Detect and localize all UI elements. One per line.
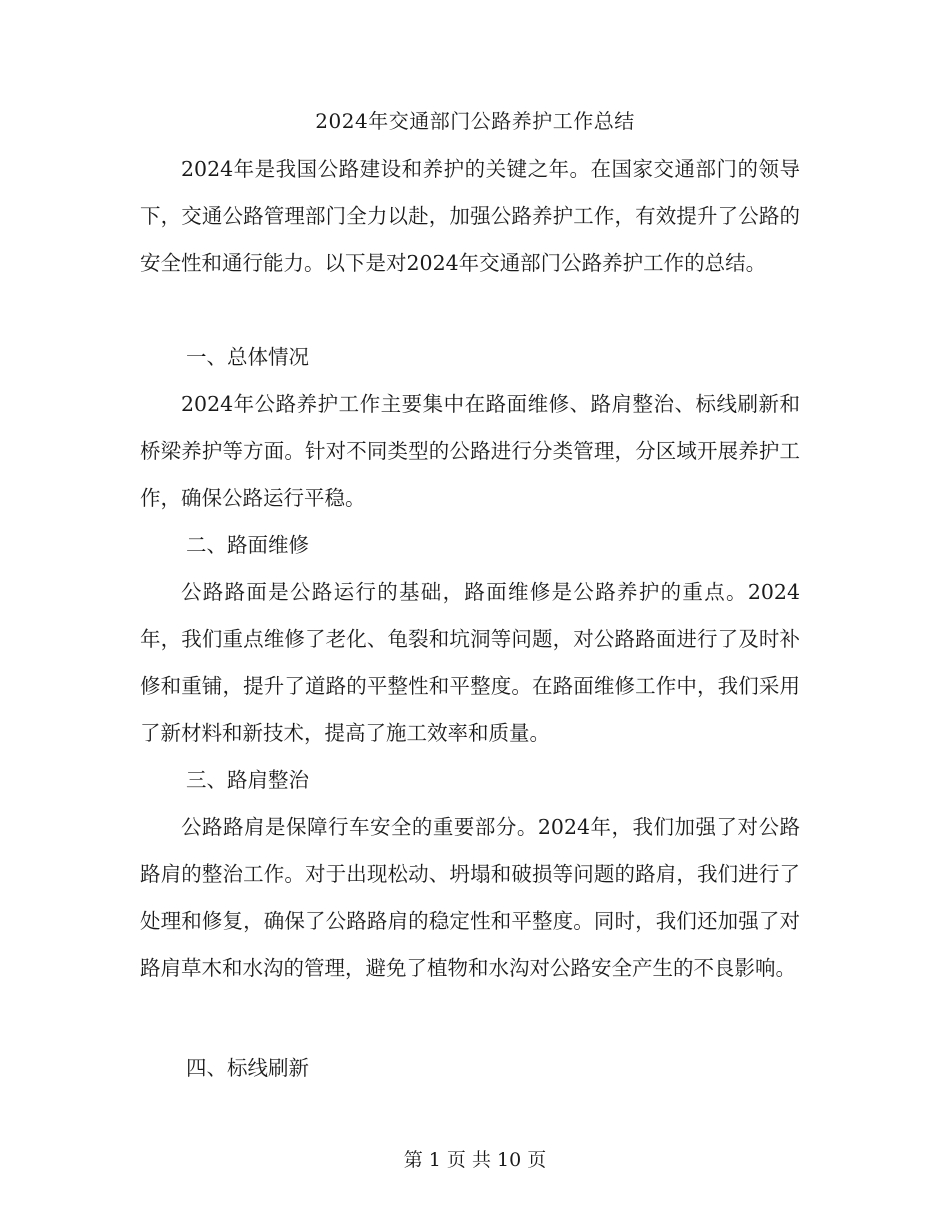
section-heading-overview: 一、总体情况: [186, 345, 309, 369]
intro-paragraph: [140, 146, 800, 287]
section-heading-markings: 四、标线刷新: [186, 1056, 309, 1080]
section-body-shoulder: [140, 804, 800, 992]
section-text-overview: 2024年公路养护工作主要集中在路面维修、路肩整治、标线刷新和桥梁养护等方面。针对不同类型的公路进行分类管理，分区域开展养护工作，确保公路运行平稳。: [140, 392, 800, 510]
page-footer: 第 1 页 共 10 页: [403, 1149, 547, 1171]
intro-text: 2024年是我国公路建设和养护的关键之年。在国家交通部门的领导下，交通公路管理部门全力以赴，加强公路养护工作，有效提升了公路的安全性和通行能力。以下是对2024年交通部门公路养护工作的总结。: [140, 157, 800, 275]
section-body-overview: [140, 381, 800, 522]
section-heading-shoulder: 三、路肩整治: [186, 768, 309, 792]
section-text-shoulder: 公路路肩是保障行车安全的重要部分。2024年，我们加强了对公路路肩的整治工作。对于出现松动、坍塌和破损等问题的路肩，我们进行了处理和修复，确保了公路路肩的稳定性和平整度。同时，我们还加强了对路肩草木和水沟的管理，避免了植物和水沟对公路安全产生的不良影响。: [140, 815, 800, 980]
document-title: 2024年交通部门公路养护工作总结: [315, 109, 635, 133]
section-heading-pavement: 二、路面维修: [186, 533, 309, 557]
section-body-pavement: [140, 569, 800, 757]
section-text-pavement: 公路路面是公路运行的基础，路面维修是公路养护的重点。2024年，我们重点维修了老化、龟裂和坑洞等问题，对公路路面进行了及时补修和重铺，提升了道路的平整性和平整度。在路面维修工作中，我们采用了新材料和新技术，提高了施工效率和质量。: [140, 580, 800, 745]
